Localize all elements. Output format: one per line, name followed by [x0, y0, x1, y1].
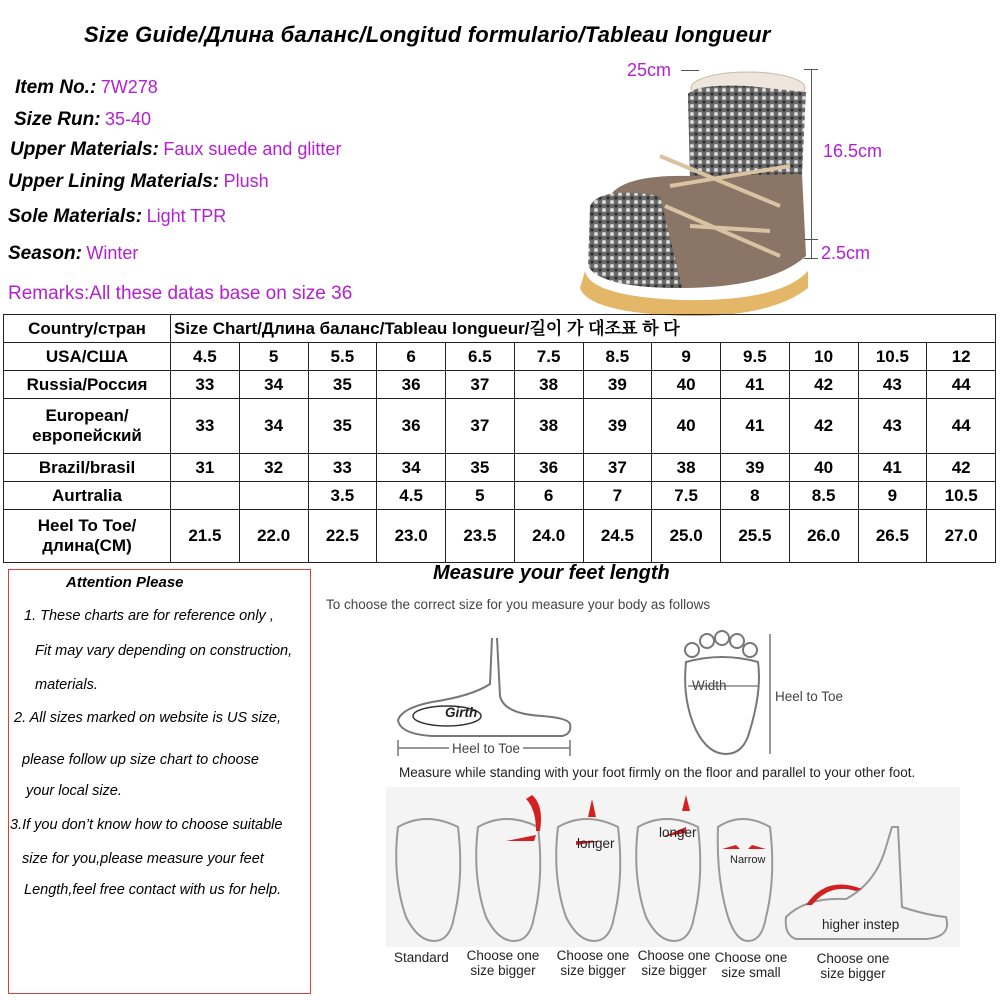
boot-heel-label: 2.5cm — [821, 243, 871, 263]
table-cell: 42 — [927, 454, 996, 482]
table-cell: 37 — [583, 454, 652, 482]
spec-size-run — [14, 109, 151, 131]
note-line: materials. — [35, 677, 98, 693]
page-title: Size Guide/Длина баланс/Longitud formulario/Tableau longueur — [84, 22, 771, 47]
spec-value: 7W278 — [100, 77, 158, 97]
boot-shaft-label: 16.5cm — [823, 141, 883, 161]
row-label: Aurtralia — [4, 482, 171, 510]
table-cell: 8 — [721, 482, 790, 510]
attention-title: Attention Please — [66, 574, 184, 591]
dim-vertical — [811, 69, 812, 259]
spec-label: Sole Materials: — [8, 206, 143, 227]
table-cell: 12 — [927, 343, 996, 371]
table-cell: 35 — [308, 371, 377, 399]
instep-label: higher instep — [822, 917, 900, 932]
boot-image — [570, 56, 820, 316]
table-cell: 44 — [927, 399, 996, 454]
measure-instruction: Measure while standing with your foot firmly on the floor and parallel to your other foot. — [399, 765, 916, 780]
table-cell: 26.0 — [789, 510, 858, 563]
row-label: Russia/Россия — [4, 371, 171, 399]
table-cell: 26.5 — [858, 510, 927, 563]
note-line: size for you,please measure your feet — [22, 851, 264, 867]
caption-bigger-4: Choose one size bigger — [816, 951, 890, 981]
size-chart-table — [3, 314, 996, 563]
table-cell: 25.5 — [721, 510, 790, 563]
row-label: Brazil/brasil — [4, 454, 171, 482]
table-cell: 10.5 — [927, 482, 996, 510]
attention-box — [8, 569, 311, 994]
table-cell: 24.0 — [514, 510, 583, 563]
spec-label: Size Run: — [14, 109, 101, 130]
table-cell: 38 — [514, 371, 583, 399]
table-cell: 41 — [721, 371, 790, 399]
table-cell: 43 — [858, 371, 927, 399]
remarks: Remarks:All these datas base on size 36 — [8, 283, 353, 304]
caption-small: Choose one size small — [714, 950, 788, 980]
spec-label: Upper Materials: — [10, 139, 159, 160]
table-row — [4, 510, 996, 563]
width-label: Width — [692, 678, 727, 693]
table-cell: 24.5 — [583, 510, 652, 563]
note-line: Fit may vary depending on construction, — [35, 643, 293, 659]
table-row — [4, 482, 996, 510]
table-cell: 34 — [239, 399, 308, 454]
table-cell: 44 — [927, 371, 996, 399]
spec-value: Plush — [223, 171, 269, 191]
table-cell: 21.5 — [171, 510, 240, 563]
table-cell: 5 — [239, 343, 308, 371]
table-cell: 35 — [446, 454, 515, 482]
table-header-row — [4, 315, 996, 343]
table-cell: 39 — [721, 454, 790, 482]
table-cell: 40 — [652, 399, 721, 454]
table-cell: 22.5 — [308, 510, 377, 563]
caption-bigger-1: Choose one size bigger — [466, 948, 540, 978]
dim-arrow — [681, 70, 699, 71]
note-line: 1. These charts are for reference only , — [24, 608, 274, 624]
spec-value: Faux suede and glitter — [163, 139, 342, 159]
table-cell: 40 — [789, 454, 858, 482]
row-label: USA/США — [4, 343, 171, 371]
table-cell: 34 — [239, 371, 308, 399]
heel-to-toe-side-label: Heel to Toe — [449, 741, 523, 756]
spec-season — [8, 243, 138, 265]
table-cell: 10.5 — [858, 343, 927, 371]
table-row — [4, 343, 996, 371]
table-cell: 36 — [377, 371, 446, 399]
girth-label: Girth — [445, 705, 478, 720]
table-cell: 3.5 — [308, 482, 377, 510]
table-cell: 43 — [858, 399, 927, 454]
narrow-label: Narrow — [730, 854, 766, 866]
table-cell: 33 — [308, 454, 377, 482]
note-line: 2. All sizes marked on website is US size, — [14, 710, 282, 726]
table-cell: 9 — [858, 482, 927, 510]
spec-label: Upper Lining Materials: — [8, 171, 220, 192]
table-cell: 27.0 — [927, 510, 996, 563]
table-cell: 5.5 — [308, 343, 377, 371]
table-cell: 6.5 — [446, 343, 515, 371]
table-cell: 42 — [789, 371, 858, 399]
table-row — [4, 399, 996, 454]
table-cell: 41 — [858, 454, 927, 482]
table-cell: 38 — [514, 399, 583, 454]
table-cell: 6 — [377, 343, 446, 371]
table-cell: 35 — [308, 399, 377, 454]
table-cell: 40 — [652, 371, 721, 399]
spec-label: Item No.: — [15, 77, 97, 98]
table-cell: 8.5 — [789, 482, 858, 510]
spec-upper-materials — [10, 139, 341, 161]
table-cell: 32 — [239, 454, 308, 482]
spec-value: Winter — [86, 243, 139, 263]
heel-to-toe-top-label: Heel to Toe — [775, 689, 844, 704]
table-cell: 5 — [446, 482, 515, 510]
table-cell: 22.0 — [239, 510, 308, 563]
table-cell: 36 — [514, 454, 583, 482]
note-line: your local size. — [26, 783, 122, 799]
caption-bigger-3: Choose one size bigger — [637, 948, 711, 978]
table-cell: 7.5 — [514, 343, 583, 371]
caption-standard: Standard — [394, 950, 449, 965]
row-label: European/европейский — [4, 399, 171, 454]
table-cell: 38 — [652, 454, 721, 482]
table-cell: 33 — [171, 399, 240, 454]
measure-title: Measure your feet length — [433, 562, 670, 584]
note-line: please follow up size chart to choose — [22, 752, 259, 768]
table-row — [4, 454, 996, 482]
table-cell: 25.0 — [652, 510, 721, 563]
table-cell: 39 — [583, 371, 652, 399]
table-cell: 8.5 — [583, 343, 652, 371]
table-cell: 39 — [583, 399, 652, 454]
table-cell: 7 — [583, 482, 652, 510]
boot-width-label: 25cm — [627, 60, 672, 80]
table-cell: 23.0 — [377, 510, 446, 563]
table-cell: 7.5 — [652, 482, 721, 510]
spec-value: 35-40 — [105, 109, 152, 129]
table-cell: 42 — [789, 399, 858, 454]
country-header: Country/стран — [4, 315, 171, 343]
longer-label-2: longer — [659, 825, 697, 840]
spec-lining — [8, 171, 269, 193]
spec-label: Season: — [8, 243, 82, 264]
table-cell: 6 — [514, 482, 583, 510]
top-foot-diagram — [678, 630, 778, 760]
table-cell: 33 — [171, 371, 240, 399]
note-line: Length,feel free contact with us for help. — [24, 882, 282, 898]
table-cell: 36 — [377, 399, 446, 454]
table-cell: 4.5 — [171, 343, 240, 371]
table-row — [4, 371, 996, 399]
table-cell — [239, 482, 308, 510]
table-cell: 9 — [652, 343, 721, 371]
measure-subtitle: To choose the correct size for you measure your body as follows — [326, 597, 711, 612]
row-label: Heel To Toe/длина(CM) — [4, 510, 171, 563]
table-cell: 4.5 — [377, 482, 446, 510]
spec-sole — [8, 206, 226, 228]
side-foot-diagram — [392, 636, 582, 758]
spec-value: Light TPR — [146, 206, 227, 226]
table-cell: 10 — [789, 343, 858, 371]
spec-item-no — [15, 77, 158, 99]
size-chart-header: Size Chart/Длина баланс/Tableau longueur/길이 가 대조표 하 다 — [171, 315, 996, 343]
table-cell: 34 — [377, 454, 446, 482]
longer-label-1: longer — [577, 836, 615, 851]
table-cell — [171, 482, 240, 510]
table-cell: 41 — [721, 399, 790, 454]
note-line: 3.If you don’t know how to choose suitable — [10, 817, 283, 833]
table-cell: 9.5 — [721, 343, 790, 371]
table-cell: 37 — [446, 399, 515, 454]
table-cell: 31 — [171, 454, 240, 482]
caption-bigger-2: Choose one size bigger — [556, 948, 630, 978]
dim-tick-mid — [804, 239, 818, 240]
table-cell: 37 — [446, 371, 515, 399]
table-cell: 23.5 — [446, 510, 515, 563]
dim-tick-bottom — [804, 258, 818, 259]
